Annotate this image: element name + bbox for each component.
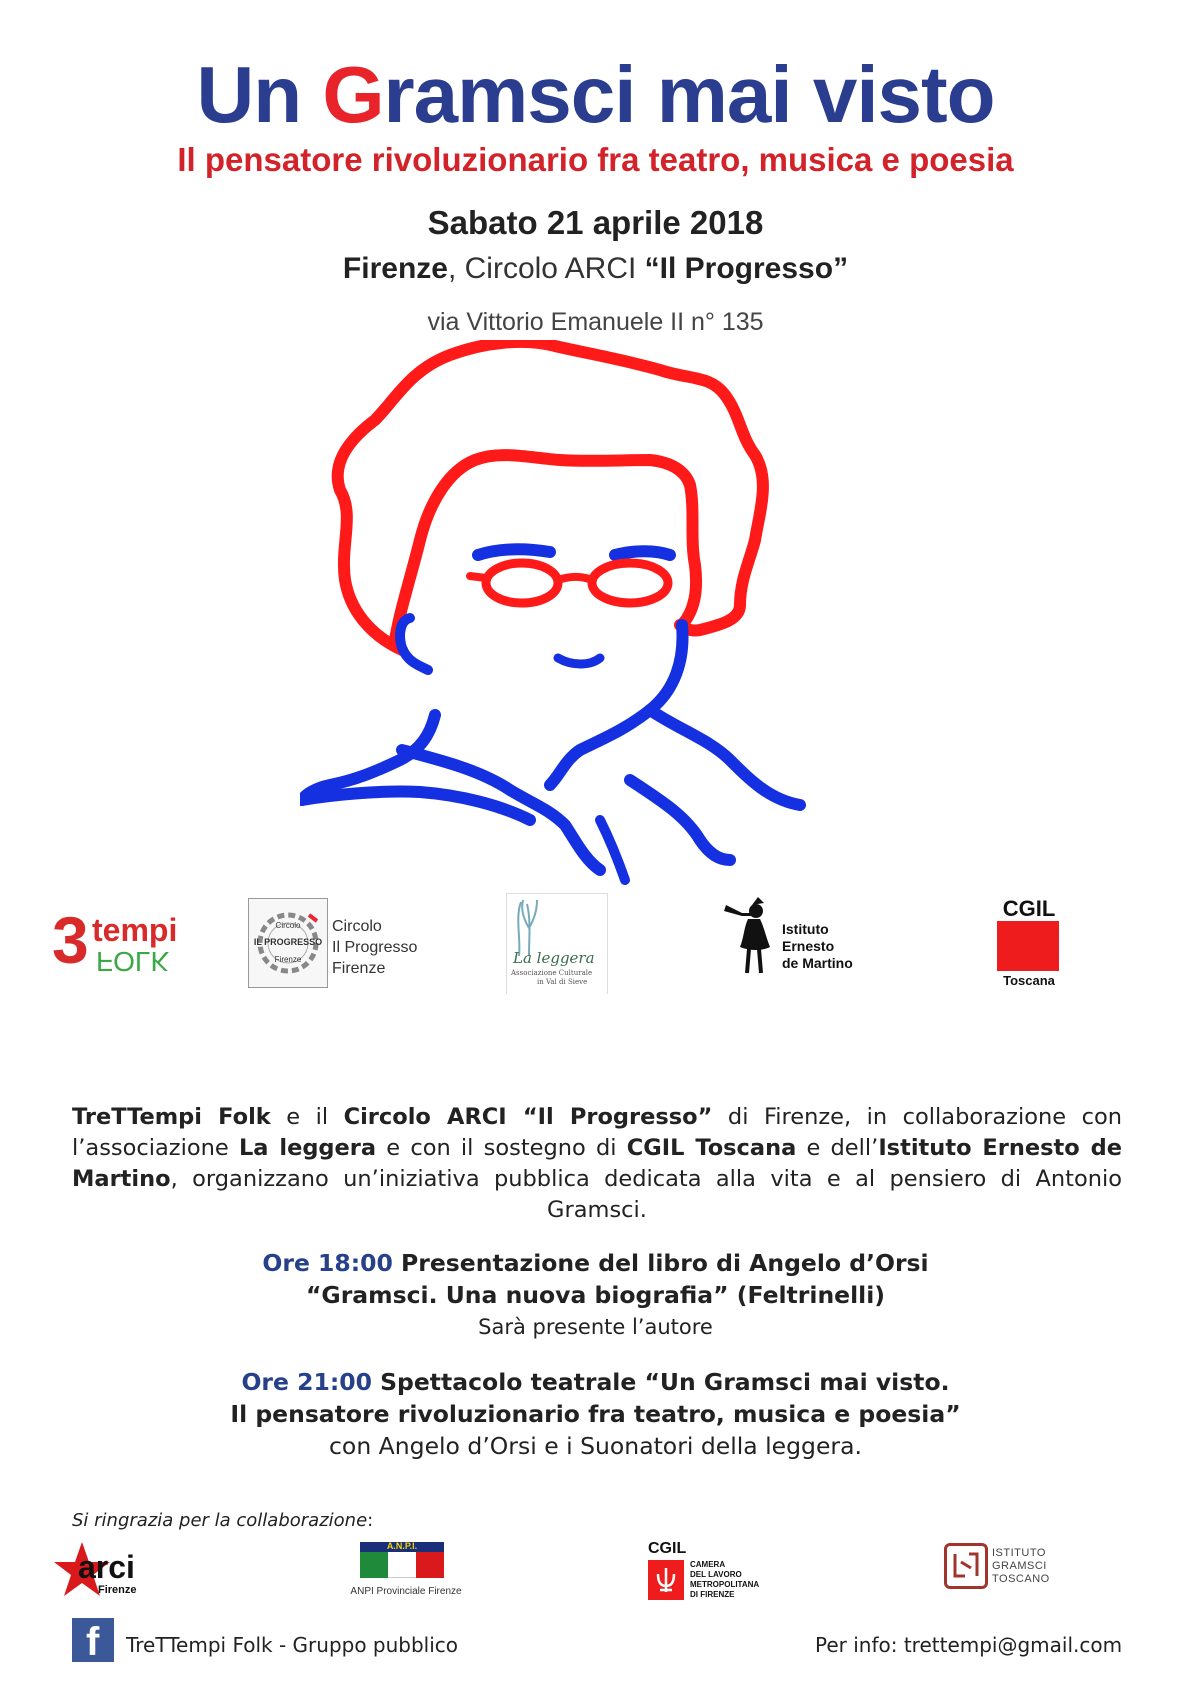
cgil-metro-red-square [648,1560,684,1600]
contact-info[interactable]: Per info: trettempi@gmail.com [815,1633,1123,1657]
cgil-metro-line: DI FIRENZE [690,1590,735,1599]
glasses-right-lens [592,563,668,603]
place-venue: “Il Progresso” [644,252,849,285]
event-description [72,1102,1122,1226]
gramsci-institute-name [992,1547,1050,1586]
istituto-de-martino-logo [722,897,882,977]
desc-text: e il [270,1104,344,1130]
circolo-il-progresso-logo [248,898,448,993]
de-martino-line: de Martino [782,955,853,971]
thanks-text: Si ringrazia per la collaborazione [72,1510,368,1531]
anpi-logo [336,1542,476,1604]
badge-text: Circolo [275,921,301,930]
title-part: Un [196,50,323,139]
event-2-line2 [0,1398,1191,1430]
de-martino-name [782,921,853,972]
logo-word-folk: FOLK [96,946,170,977]
cgil-region: Toscana [1003,973,1055,988]
event-place [0,250,1191,288]
badge-text: IL PROGRESSO [253,937,323,947]
cgil-metro-text [690,1560,759,1600]
desc-text: di Firenze, in collaborazione con l’associazione [72,1104,1122,1161]
circolo-badge [248,898,328,988]
cgil-name: CGIL [1002,896,1056,921]
left-eyebrow [478,549,550,555]
jaw [550,625,683,785]
logo-number: 3 [52,903,89,977]
event-1-line2 [0,1279,1191,1311]
arci-name: arci [78,1549,135,1585]
cgil-metro-name: CGIL [648,1540,687,1557]
leggera-subtitle: in Val di Sieve [537,978,588,986]
place-venue-prefix: Circolo ARCI [464,252,645,285]
event-book-title: “Gramsci. Una nuova biografia” (Feltrinelli) [305,1281,886,1309]
de-martino-line: Ernesto [782,938,835,954]
cgil-metro-line: CAMERA [690,1560,726,1569]
event-1 [0,1247,1191,1343]
event-1-line1 [0,1247,1191,1279]
anpi-caption: ANPI Provinciale Firenze [350,1586,462,1597]
mouth [558,658,600,664]
gramsci-seal-icon [944,1543,988,1589]
shirt-left [302,792,530,820]
shirt-right [630,780,730,860]
event-time: Ore 21:00 [241,1368,372,1396]
logo-word-tempi: tempi [92,912,178,948]
trumpeter-silhouette-icon [722,897,778,975]
cgil-metropolitana-logo [648,1540,778,1606]
facebook-group-link[interactable]: TreTTempi Folk - Gruppo pubblico [126,1633,459,1657]
event-show-title: Il pensatore rivoluzionario fra teatro, musica e poesia” [230,1400,961,1428]
event-2 [0,1366,1191,1462]
thanks-colon: : [367,1510,374,1531]
cgil-red-square [997,921,1059,971]
arci-firenze-logo [52,1540,152,1610]
cgil-toscana-logo [997,897,1061,989]
desc-text: , organizzano un’iniziativa pubblica dedicata alla vita e al pensiero di Antonio Gramsci. [170,1166,1122,1223]
ear [400,618,428,670]
right-eyebrow [615,551,670,555]
desc-text: e dell’ [796,1135,879,1161]
facebook-icon[interactable]: f [72,1618,114,1662]
event-date: Sabato 21 aprile 2018 [427,204,764,241]
circolo-line: Il Progresso [332,939,418,956]
event-note: con Angelo d’Orsi e i Suonatori della leggera. [329,1432,862,1460]
org-name: Circolo ARCI “Il Progresso” [343,1104,713,1130]
title-part: ramsci mai visto [383,50,995,139]
event-address: via Vittorio Emanuele II n° 135 [427,308,764,336]
la-leggera-logo [506,893,608,994]
glasses-bridge [558,577,592,580]
place-separator: , [447,252,465,285]
arci-city: Firenze [98,1584,137,1596]
cgil-metro-line: DEL LAVORO [690,1570,742,1579]
istituto-gramsci-toscano-logo [944,1543,1064,1595]
collar-right [650,710,800,805]
gramsci-line: GRAMSCI [992,1560,1047,1572]
circolo-name [332,916,417,979]
anpi-name: A.N.P.I. [386,1541,418,1551]
org-name: La leggera [238,1135,377,1161]
gramsci-portrait-drawing [300,340,860,960]
event-2-line1 [0,1366,1191,1398]
desc-text: e con il sostegno di [376,1135,627,1161]
cgil-metro-line: METROPOLITANA [690,1580,760,1589]
circolo-line: Firenze [332,960,386,977]
place-city: Firenze [342,252,448,285]
org-name: TreTTempi Folk [72,1104,271,1130]
title-red-letter: G [322,50,384,139]
leggera-name: La leggera [513,949,595,967]
org-name: CGIL Toscana [626,1135,797,1161]
glasses-arm [470,576,486,578]
thanks-label [72,1510,373,1531]
poster-subtitle: Il pensatore rivoluzionario fra teatro, musica e poesia [177,141,1014,178]
event-note: Sarà presente l’autore [478,1315,713,1339]
leggera-subtitle: Associazione Culturale [511,969,593,977]
event-time: Ore 18:00 [262,1249,393,1277]
glasses-left-lens [486,563,558,603]
florence-lily-icon [648,1560,684,1600]
gramsci-line: ISTITUTO [992,1547,1046,1559]
event-title: Spettacolo teatrale “Un Gramsci mai visto. [371,1368,950,1396]
trettempi-folk-logo [52,905,202,985]
event-title: Presentazione del libro di Angelo d’Orsi [392,1249,929,1277]
org-name: Istituto Ernesto de Martino [72,1135,1123,1192]
gramsci-line: TOSCANO [992,1573,1050,1585]
circolo-line: Circolo [332,918,382,935]
poster-title [0,50,1191,140]
badge-text: Firenze [274,955,302,964]
de-martino-line: Istituto [782,921,829,937]
